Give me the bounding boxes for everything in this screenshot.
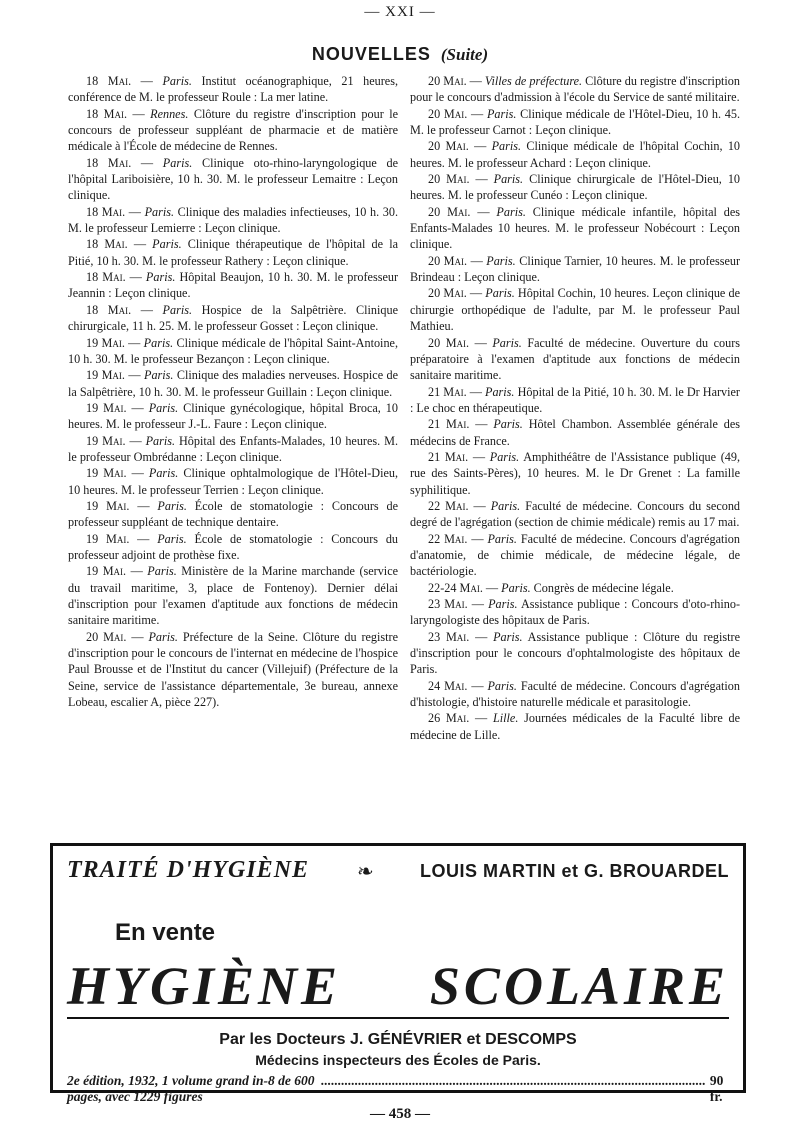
entry-place: Rennes. bbox=[150, 106, 189, 121]
ad-divider bbox=[67, 1017, 729, 1019]
entry-date: 19 Mai. bbox=[86, 564, 127, 579]
entry-date: 20 Mai. bbox=[428, 253, 468, 268]
entry-text: Faculté de médecine. Concours d'agrégation d'anatomie, de chimie médicale, de médecine légale, de bactériologie. bbox=[410, 531, 740, 579]
entry-place: Paris. bbox=[145, 270, 176, 285]
news-entry: 20 Mai. — Paris. Clinique médicale infantile, hôpital des Enfants-Malades 10 heures. M. le professeur Nobécourt : Leçon clinique. bbox=[410, 204, 741, 252]
entry-date: 21 Mai. bbox=[428, 417, 470, 432]
entry-date: 18 Mai. bbox=[86, 302, 132, 317]
entry-date: 19 Mai. bbox=[86, 466, 127, 481]
entry-date: 18 Mai. bbox=[86, 74, 132, 88]
entry-place: Paris. bbox=[157, 531, 187, 546]
entry-date: 19 Mai. bbox=[86, 498, 130, 513]
entry-date: 21 Mai. bbox=[428, 384, 467, 399]
entry-text: Ministère de la Marine marchande (service du travail maritime, 3, place de Fontenoy). Dernier délai d'inscription pour l'examen d'aptitude aux fonctions de médecin sanitaire maritime. bbox=[68, 564, 399, 628]
entry-date: 20 Mai. bbox=[428, 74, 467, 88]
entry-place: Paris. bbox=[501, 580, 531, 595]
news-entry: 21 Mai. — Paris. Hôtel Chambon. Assemblée générale des médecins de France. bbox=[410, 417, 740, 448]
entry-text: Clinique des maladies infectieuses, 10 h. 30. M. le professeur Lemierre : Leçon clinique. bbox=[68, 204, 398, 236]
entry-place: Paris. bbox=[148, 466, 179, 481]
entry-text: Clôture du registre d'inscription pour le concours d'admission à l'école du Service de santé militaire. bbox=[410, 74, 740, 105]
entry-date: 18 Mai. bbox=[86, 204, 126, 219]
news-entry: 19 Mai. — Paris. École de stomatologie : Concours de professeur suppléant de technique dentaire. bbox=[68, 498, 399, 530]
section-title bbox=[0, 44, 800, 65]
news-entry: 19 Mai. — Paris. Clinique gynécologique, hôpital Broca, 10 heures. M. le professeur J.-L. Faure : Leçon clinique. bbox=[68, 400, 398, 432]
ad-role-line: Médecins inspecteurs des Écoles de Paris. bbox=[255, 1052, 541, 1068]
entry-date: 22 Mai. bbox=[428, 531, 468, 546]
news-entry: 24 Mai. — Paris. Faculté de médecine. Concours d'agrégation d'histologie, d'histoire naturelle médicale et parasitologie. bbox=[410, 678, 740, 710]
entry-place: Paris. bbox=[145, 433, 176, 448]
entry-text: Hôpital des Enfants-Malades, 10 heures. M. le professeur Ombrédanne : Leçon clinique. bbox=[68, 433, 399, 464]
entry-text: Hôpital Beaujon, 10 h. 30. M. le professeur Jeannin : Leçon clinique. bbox=[68, 270, 399, 301]
entry-text: Amphithéâtre de l'Assistance publique (49, rue des Saints-Pères), 10 heures. M. le Dr Grenet : La famille syphilitique. bbox=[410, 449, 741, 497]
news-entry: 20 Mai. — Paris. Clinique médicale de l'Hôtel-Dieu, 10 h. 45. M. le professeur Carnot : Leçon clinique. bbox=[410, 106, 741, 138]
entry-text: Clinique médicale de l'Hôtel-Dieu, 10 h. 45. M. le professeur Carnot : Leçon clinique. bbox=[410, 106, 741, 138]
roman-page-number: — XXI — bbox=[364, 4, 436, 20]
entry-text: Hôtel Chambon. Assemblée générale des médecins de France. bbox=[410, 417, 740, 448]
ad-by-line: Par les Docteurs J. GÉNÉVRIER et DESCOMPS bbox=[219, 1031, 577, 1048]
entry-date: 19 Mai. bbox=[86, 433, 126, 448]
entry-date: 20 Mai. bbox=[86, 629, 127, 644]
entry-text: Clinique gynécologique, hôpital Broca, 10 heures. M. le professeur J.-L. Faure : Leçon clinique. bbox=[68, 400, 398, 432]
entry-place: Paris. bbox=[486, 106, 517, 121]
page-number: — 458 — bbox=[370, 1106, 430, 1122]
entry-place: Paris. bbox=[162, 74, 192, 88]
entry-text: Clinique chirurgicale de l'Hôtel-Dieu, 10 heures. M. le professeur Cunéo : Leçon clinique. bbox=[410, 172, 741, 203]
entry-date: 19 Mai. bbox=[86, 368, 125, 383]
entry-place: Paris. bbox=[496, 204, 526, 219]
news-entry: 20 Mai. — Paris. Clinique Tarnier, 10 heures. M. le professeur Brindeau : Leçon clinique. bbox=[410, 253, 741, 285]
entry-text: Clinique oto-rhino-laryngologique de l'hôpital Lariboisière, 10 h. 30. M. le professeur Lemaitre : Leçon clinique. bbox=[68, 155, 398, 203]
entry-text: Hôpital Cochin, 10 heures. Leçon clinique de chirurgie orthopédique de l'adulte, par M. le professeur Paul Mathieu. bbox=[410, 286, 740, 334]
news-entry: 22 Mai. — Paris. Faculté de médecine. Concours du second degré de l'agrégation (section de chimie médicale) remis au 17 mai. bbox=[410, 498, 741, 530]
entry-place: Paris. bbox=[148, 400, 179, 415]
entry-date: 20 Mai. bbox=[428, 106, 468, 121]
ad-leader-dots: .................................................................................................................. bbox=[321, 1073, 706, 1088]
entry-date: 22 Mai. bbox=[428, 498, 469, 513]
entry-date: 20 Mai. bbox=[428, 286, 467, 301]
news-entry: 21 Mai. — Paris. Amphithéâtre de l'Assistance publique (49, rue des Saints-Pères), 10 heures. M. le Dr Grenet : La famille syphilitique. bbox=[410, 449, 741, 497]
news-entry: 20 Mai. — Paris. Faculté de médecine. Ouverture du cours préparatoire à l'examen d'aptitude aux fonctions de médecin sanitaire maritime. bbox=[410, 335, 741, 383]
news-entry: 18 Mai. — Rennes. Clôture du registre d'inscription pour le concours de professeur suppléant de pharmacie et de matière médicale à l'École de médecine de Rennes. bbox=[68, 106, 399, 154]
entry-text: Faculté de médecine. Concours d'agrégation d'histologie, d'histoire naturelle médicale et parasitologie. bbox=[410, 678, 740, 710]
news-entry: 20 Mai. — Villes de préfecture. Clôture du registre d'inscription pour le concours d'admission à l'école du Service de santé militaire. bbox=[410, 74, 740, 105]
entry-text: Clinique médicale infantile, hôpital des Enfants-Malades 10 heures. M. le professeur Nobécourt : Leçon clinique. bbox=[410, 204, 741, 252]
entry-date: 18 Mai. bbox=[86, 237, 128, 252]
ad-book-title-word-2: SCOLAIRE bbox=[429, 956, 729, 1016]
news-entry: 21 Mai. — Paris. Hôpital de la Pitié, 10 h. 30. M. le Dr Harvier : Le choc en thérapeutique. bbox=[410, 384, 740, 415]
entry-text: École de stomatologie : Concours de professeur suppléant de technique dentaire. bbox=[68, 498, 399, 530]
section-title-suffix: (Suite) bbox=[440, 45, 489, 64]
entry-text: Clinique des maladies nerveuses. Hospice de la Salpêtrière, 10 h. 30. M. le professeur Guillain : Leçon clinique. bbox=[68, 368, 399, 399]
entry-text: Hospice de la Salpêtrière. Clinique chirurgicale, 11 h. 25. M. le professeur Gosset : Leçon clinique. bbox=[68, 302, 399, 334]
ad-book-title-word-1: HYGIÈNE bbox=[67, 956, 342, 1016]
news-entry: 19 Mai. — Paris. Clinique des maladies nerveuses. Hospice de la Salpêtrière, 10 h. 30. M. le professeur Guillain : Leçon clinique. bbox=[68, 368, 399, 399]
entry-place: Villes de préfecture. bbox=[484, 74, 583, 88]
news-entry: 19 Mai. — Paris. École de stomatologie : Concours du professeur adjoint de prothèse fixe. bbox=[68, 531, 399, 562]
entry-place: Lille. bbox=[493, 711, 519, 726]
entry-place: Paris. bbox=[492, 335, 522, 350]
entry-text: Faculté de médecine. Concours du second degré de l'agrégation (section de chimie médicale) remis au 17 mai. bbox=[410, 498, 741, 530]
news-entry: 20 Mai. — Paris. Clinique médicale de l'hôpital Cochin, 10 heures. M. le professeur Achard : Leçon clinique. bbox=[410, 139, 741, 170]
entry-date: 26 Mai. bbox=[428, 711, 470, 726]
ad-edition-line bbox=[67, 1073, 729, 1105]
entry-text: École de stomatologie : Concours du professeur adjoint de prothèse fixe. bbox=[68, 531, 399, 562]
news-entry: 18 Mai. — Paris. Hospice de la Salpêtrière. Clinique chirurgicale, 11 h. 25. M. le professeur Gosset : Leçon clinique. bbox=[68, 302, 399, 334]
entry-date: 18 Mai. bbox=[86, 155, 132, 170]
entry-place: Paris. bbox=[490, 498, 521, 513]
entry-place: Paris. bbox=[487, 531, 517, 546]
entry-text: Journées médicales de la Faculté libre de médecine de Lille. bbox=[410, 711, 740, 742]
section-title-text: NOUVELLES bbox=[311, 44, 431, 64]
entry-place: Paris. bbox=[144, 368, 174, 383]
right-column bbox=[410, 73, 740, 743]
news-entry: 23 Mai. — Paris. Assistance publique : Concours d'oto-rhino-laryngologiste des hôpitaux de Paris. bbox=[410, 597, 741, 628]
entry-place: Paris. bbox=[147, 564, 177, 579]
entry-text: Institut océanographique, 21 heures, conférence de M. le professeur Roule : La mer latine. bbox=[68, 74, 398, 105]
news-entry: 26 Mai. — Lille. Journées médicales de la Faculté libre de médecine de Lille. bbox=[410, 711, 740, 742]
news-entry: 18 Mai. — Paris. Clinique des maladies infectieuses, 10 h. 30. M. le professeur Lemierre : Leçon clinique. bbox=[68, 204, 398, 236]
entry-text: Faculté de médecine. Ouverture du cours préparatoire à l'examen d'aptitude aux fonctions de médecin sanitaire maritime. bbox=[410, 335, 741, 383]
entry-date: 23 Mai. bbox=[428, 597, 468, 611]
entry-text: Assistance publique : Clôture du registre d'inscription pour le concours d'ophtalmologiste des hôpitaux de Paris. bbox=[410, 629, 741, 677]
news-entry: 19 Mai. — Paris. Clinique médicale de l'hôpital Saint-Antoine, 10 h. 30. M. le professeur Bezançon : Leçon clinique. bbox=[68, 335, 398, 366]
entry-place: Paris. bbox=[485, 286, 515, 301]
news-entry: 22-24 Mai. — Paris. Congrès de médecine légale. bbox=[428, 580, 674, 595]
news-entry: 19 Mai. — Paris. Ministère de la Marine marchande (service du travail maritime, 3, place de Fontenoy). Dernier délai d'inscription pour l'examen d'aptitude aux fonctions de médecin sanitaire maritime. bbox=[68, 564, 399, 628]
entry-date: 23 Mai. bbox=[428, 629, 470, 644]
entry-place: Paris. bbox=[486, 253, 516, 268]
entry-date: 18 Mai. bbox=[86, 106, 128, 121]
entry-date: 21 Mai. bbox=[428, 449, 469, 464]
entry-date: 20 Mai. bbox=[428, 335, 470, 350]
news-entry: 19 Mai. — Paris. Clinique ophtalmologique de l'Hôtel-Dieu, 10 heures. M. le professeur Terrien : Leçon clinique. bbox=[68, 466, 399, 497]
entry-place: Paris. bbox=[485, 384, 515, 399]
entry-place: Paris. bbox=[148, 629, 178, 644]
entry-place: Paris. bbox=[493, 172, 524, 187]
ad-book-title bbox=[67, 956, 729, 1016]
news-entry: 22 Mai. — Paris. Faculté de médecine. Concours d'agrégation d'anatomie, de chimie médicale, de médecine légale, de bactériologie. bbox=[410, 531, 740, 579]
entry-place: Paris. bbox=[144, 204, 175, 219]
entry-text: Clinique médicale de l'hôpital Saint-Antoine, 10 h. 30. M. le professeur Bezançon : Leçon clinique. bbox=[68, 335, 398, 366]
entry-date: 20 Mai. bbox=[428, 172, 470, 187]
ad-edition-text: 2e édition, 1932, 1 volume grand in-8 de 600 pages, avec 1229 figures bbox=[67, 1073, 315, 1104]
entry-place: Paris. bbox=[157, 498, 187, 513]
news-entry: 18 Mai. — Paris. Clinique thérapeutique de l'hôpital de la Pitié, 10 h. 30. M. le professeur Rathery : Leçon clinique. bbox=[68, 237, 398, 268]
left-column bbox=[68, 73, 398, 710]
entry-place: Paris. bbox=[489, 449, 520, 464]
entry-date: 20 Mai. bbox=[428, 139, 469, 154]
entry-place: Paris. bbox=[493, 629, 523, 644]
entry-place: Paris. bbox=[487, 678, 517, 693]
entry-place: Paris. bbox=[162, 155, 193, 170]
entry-date: 19 Mai. bbox=[86, 531, 130, 546]
advertisement-box bbox=[50, 843, 746, 1104]
ad-series-title: TRAITÉ D'HYGIÈNE bbox=[67, 857, 310, 883]
entry-date: 20 Mai. bbox=[428, 204, 471, 219]
entry-text: Clôture du registre d'inscription pour le concours de professeur suppléant de pharmacie et de matière médicale à l'École de médecine de Rennes. bbox=[68, 106, 399, 154]
entry-text: Clinique ophtalmologique de l'Hôtel-Dieu, 10 heures. M. le professeur Terrien : Leçon clinique. bbox=[68, 466, 399, 497]
entry-date: 24 Mai. bbox=[428, 678, 468, 693]
news-entry: 20 Mai. — Paris. Hôpital Cochin, 10 heures. Leçon clinique de chirurgie orthopédique de l'adulte, par M. le professeur Paul Mathieu. bbox=[410, 286, 740, 334]
news-entry: 20 Mai. — Paris. Préfecture de la Seine. Clôture du registre d'inscription pour le concours de l'internat en médecine de l'hospice Paul Brousse et de l'Institut du cancer (Villejuif) (Préfecture de la Seine, service de l'assistance départementale, 3e bureau, annexe Lobeau, escalier A, pièce 227). bbox=[68, 629, 398, 710]
entry-date: 22-24 Mai. bbox=[428, 580, 483, 595]
news-entry: 18 Mai. — Paris. Hôpital Beaujon, 10 h. 30. M. le professeur Jeannin : Leçon clinique. bbox=[68, 270, 399, 301]
entry-place: Paris. bbox=[488, 597, 518, 611]
entry-date: 19 Mai. bbox=[86, 335, 125, 350]
entry-text: Congrès de médecine légale. bbox=[533, 580, 674, 595]
ad-authors: LOUIS MARTIN et G. BROUARDEL bbox=[420, 861, 729, 881]
ad-en-vente: En vente bbox=[115, 919, 216, 946]
entry-date: 18 Mai. bbox=[86, 270, 126, 285]
entry-text: Clinique médicale de l'hôpital Cochin, 10 heures. M. le professeur Achard : Leçon clinique. bbox=[410, 139, 741, 170]
news-entry: 18 Mai. — Paris. Clinique oto-rhino-laryngologique de l'hôpital Lariboisière, 10 h. 30. M. le professeur Lemaitre : Leçon clinique. bbox=[68, 155, 398, 203]
entry-text: Préfecture de la Seine. Clôture du registre d'inscription pour le concours de l'internat en médecine de l'hospice Paul Brousse et de l'Institut du cancer (Villejuif) (Préfecture de la Seine, service de l'assistance départementale, 3e bureau, annexe Lobeau, escalier A, pièce 227). bbox=[68, 629, 398, 710]
entry-place: Paris. bbox=[152, 237, 182, 252]
entry-place: Paris. bbox=[491, 139, 522, 154]
ad-price: 90 fr. bbox=[709, 1073, 724, 1104]
entry-place: Paris. bbox=[162, 302, 193, 317]
entry-date: 19 Mai. bbox=[86, 400, 127, 415]
entry-text: Clinique thérapeutique de l'hôpital de la Pitié, 10 h. 30. M. le professeur Rathery : Leçon clinique. bbox=[68, 237, 398, 268]
ornament-icon: ❧ bbox=[357, 861, 374, 883]
news-entry: 23 Mai. — Paris. Assistance publique : Clôture du registre d'inscription pour le concours d'ophtalmologiste des hôpitaux de Paris. bbox=[410, 629, 741, 677]
entry-text: Assistance publique : Concours d'oto-rhino-laryngologiste des hôpitaux de Paris. bbox=[410, 597, 741, 628]
entry-place: Paris. bbox=[493, 417, 523, 432]
entry-text: Hôpital de la Pitié, 10 h. 30. M. le Dr Harvier : Le choc en thérapeutique. bbox=[410, 384, 740, 415]
entry-place: Paris. bbox=[143, 335, 174, 350]
news-entry: 18 Mai. — Paris. Institut océanographique, 21 heures, conférence de M. le professeur Roule : La mer latine. bbox=[68, 74, 398, 105]
news-entry: 19 Mai. — Paris. Hôpital des Enfants-Malades, 10 heures. M. le professeur Ombrédanne : Leçon clinique. bbox=[68, 433, 399, 464]
entry-text: Clinique Tarnier, 10 heures. M. le professeur Brindeau : Leçon clinique. bbox=[410, 253, 741, 285]
news-entry: 20 Mai. — Paris. Clinique chirurgicale de l'Hôtel-Dieu, 10 heures. M. le professeur Cunéo : Leçon clinique. bbox=[410, 172, 741, 203]
